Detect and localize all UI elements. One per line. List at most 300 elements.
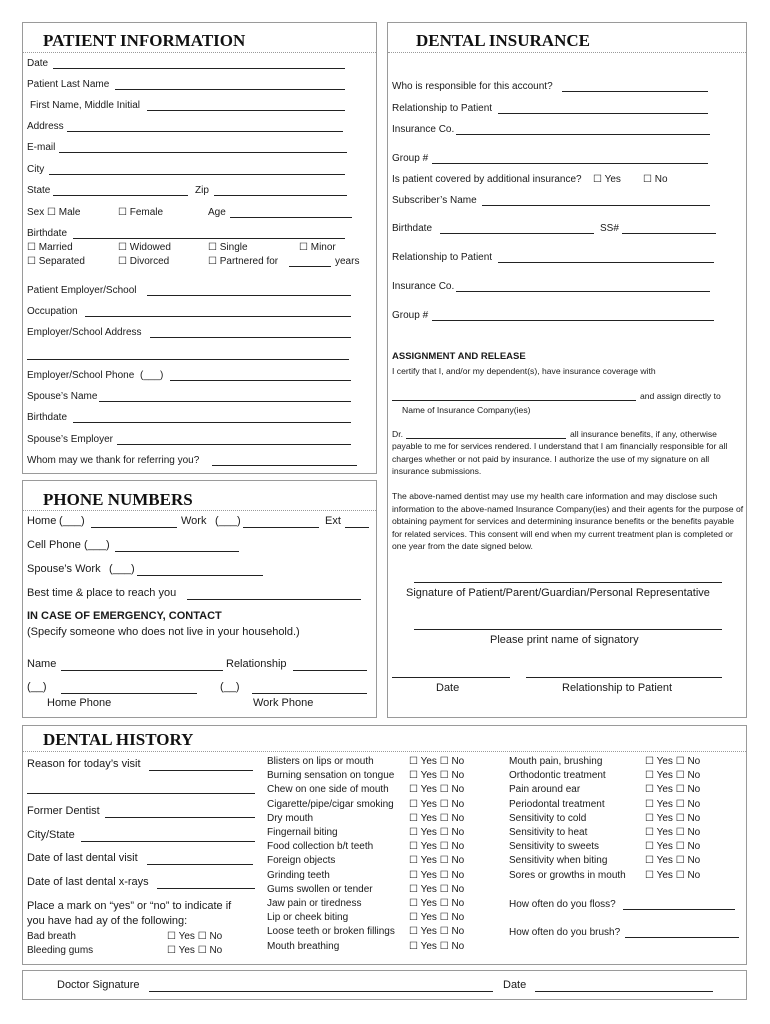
yes-checkbox-icon[interactable]: ☐ <box>645 855 654 867</box>
history-item-label: Periodontal treatment <box>509 798 605 810</box>
employer-phone-label: Employer/School Phone <box>27 370 135 381</box>
no-checkbox-icon[interactable]: ☐ <box>439 841 449 853</box>
age-field[interactable] <box>230 217 352 218</box>
history-item-label: Lip or cheek biting <box>267 912 349 924</box>
years-label: years <box>335 256 360 267</box>
benefits-paragraph: payable to me for services rendered. I understand that I am financially responsible for all charges whether or not paid by insurance. I authorize the use of my signature on all insurance submissions. <box>392 441 728 476</box>
yes-label: Yes <box>656 827 673 838</box>
first-name-field[interactable] <box>147 110 345 111</box>
spouse-employer-label: Spouse’s Employer <box>27 434 113 445</box>
history-item-label: Sensitivity to cold <box>509 812 587 824</box>
cell-phone-field[interactable] <box>115 551 239 552</box>
yes-no-options[interactable] <box>167 931 222 943</box>
yes-no-options[interactable] <box>409 841 464 853</box>
yes-no-options[interactable] <box>409 770 464 782</box>
subscriber-birthdate-field[interactable] <box>440 233 594 234</box>
spouse-work-field[interactable] <box>137 575 263 576</box>
reason-field-2[interactable] <box>27 793 255 794</box>
partnered-years-field[interactable] <box>289 266 331 267</box>
no-label: No <box>687 827 701 838</box>
yes-label: Yes <box>420 770 437 782</box>
address-field[interactable] <box>67 131 343 132</box>
yes-label: Yes <box>656 855 673 867</box>
ext-field[interactable] <box>345 527 369 528</box>
spouse-employer-field[interactable] <box>117 444 351 445</box>
subscriber-label: Subscriber’s Name <box>392 195 477 206</box>
additional-no-checkbox[interactable] <box>643 174 668 186</box>
home-phone-field[interactable] <box>91 527 177 528</box>
partnered-checkbox[interactable] <box>208 256 278 268</box>
phone-numbers-panel <box>22 480 377 718</box>
no-checkbox-icon[interactable]: ☐ <box>675 855 685 867</box>
date-field[interactable] <box>53 68 345 69</box>
no-label: No <box>451 869 465 881</box>
history-item-label: Sensitivity to sweets <box>509 841 600 853</box>
yes-label: Yes <box>656 756 673 767</box>
no-checkbox-icon[interactable]: ☐ <box>675 812 685 824</box>
yes-label: Yes <box>420 756 437 767</box>
checkbox-icon: ☐ <box>118 256 130 267</box>
yes-checkbox-icon[interactable]: ☐ <box>409 883 418 895</box>
yes-checkbox-icon[interactable]: ☐ <box>167 945 176 956</box>
yes-label: Yes <box>420 827 437 838</box>
relationship2-field[interactable] <box>498 262 714 263</box>
employer-address-field-2[interactable] <box>27 359 349 360</box>
yes-checkbox-icon[interactable]: ☐ <box>645 841 654 853</box>
footer-date-label: Date <box>503 979 527 991</box>
history-item-label: Sensitivity when biting <box>509 855 608 867</box>
assign-directly-text: and assign directly to <box>640 391 721 401</box>
no-checkbox-icon[interactable]: ☐ <box>439 912 449 924</box>
email-field[interactable] <box>59 152 347 153</box>
separated-label: Separated <box>38 256 85 267</box>
brush-label: How often do you brush? <box>509 927 621 938</box>
home-phone-caption: Home Phone <box>47 697 112 709</box>
history-item-label: Pain around ear <box>509 784 581 796</box>
checkbox-icon: ☐ <box>208 242 220 253</box>
checkbox-icon: ☐ <box>299 242 311 253</box>
yes-checkbox-icon[interactable]: ☐ <box>409 798 418 810</box>
checkbox-icon: ☐ <box>593 174 605 185</box>
occupation-label: Occupation <box>27 306 78 317</box>
yes-label: Yes <box>604 174 621 185</box>
no-checkbox-icon[interactable]: ☐ <box>439 784 449 796</box>
yes-label: Yes <box>420 812 437 824</box>
no-checkbox-icon[interactable]: ☐ <box>675 841 685 853</box>
yes-checkbox-icon[interactable]: ☐ <box>409 912 418 924</box>
yes-checkbox-icon[interactable]: ☐ <box>645 756 654 767</box>
dental-insurance-title: DENTAL INSURANCE <box>416 31 590 50</box>
yes-checkbox-icon[interactable]: ☐ <box>409 756 418 767</box>
no-checkbox-icon[interactable]: ☐ <box>439 855 449 867</box>
yes-label: Yes <box>420 841 437 853</box>
yes-label: Yes <box>420 883 437 895</box>
insurance-co-field[interactable] <box>456 134 710 135</box>
doctor-signature-panel <box>22 970 747 1000</box>
history-item-label: Blisters on lips or mouth <box>267 756 374 767</box>
history-item-label: Foreign objects <box>267 855 336 867</box>
emergency-work-phone-field[interactable] <box>252 693 367 694</box>
age-label: Age <box>208 207 226 218</box>
no-label: No <box>451 812 465 824</box>
history-item-label: Dry mouth <box>267 812 314 824</box>
history-item-label: Food collection b/t teeth <box>267 841 374 853</box>
widowed-checkbox[interactable] <box>118 242 171 254</box>
cell-area-code[interactable]: (___) <box>84 539 110 551</box>
history-item-label: Bad breath <box>27 931 76 942</box>
no-label: No <box>451 798 465 810</box>
yes-label: Yes <box>656 869 673 881</box>
no-label: No <box>451 784 465 796</box>
history-item-label: Cigarette/pipe/cigar smoking <box>267 798 394 810</box>
responsible-field[interactable] <box>562 91 708 92</box>
group-label: Group # <box>392 153 429 164</box>
yes-no-options[interactable] <box>645 799 700 811</box>
no-label: No <box>451 940 465 952</box>
yes-label: Yes <box>656 798 673 810</box>
yes-no-options[interactable] <box>409 870 464 882</box>
insurance-co-label: Insurance Co. <box>392 124 455 135</box>
floss-field[interactable] <box>623 909 735 910</box>
sex-label: Sex <box>27 207 45 218</box>
last-visit-field[interactable] <box>147 864 253 865</box>
insurance-co2-field[interactable] <box>456 291 710 292</box>
ssn-field[interactable] <box>622 233 716 234</box>
employer-school-field[interactable] <box>147 295 351 296</box>
responsible-label: Who is responsible for this account? <box>392 81 553 92</box>
yes-no-options[interactable] <box>409 813 464 825</box>
no-label: No <box>451 898 465 909</box>
patient-information-panel <box>22 22 377 474</box>
group2-field[interactable] <box>432 320 714 321</box>
yes-no-options[interactable] <box>645 827 700 839</box>
yes-no-options[interactable] <box>645 756 700 768</box>
history-item-label: Grinding teeth <box>267 869 330 881</box>
zip-field[interactable] <box>214 195 347 196</box>
subscriber-field[interactable] <box>482 205 710 206</box>
yes-checkbox-icon[interactable]: ☐ <box>409 855 418 867</box>
no-label: No <box>451 883 465 895</box>
work-area-code[interactable]: (___) <box>215 515 241 527</box>
signature-field[interactable] <box>414 582 722 583</box>
certify-text: I certify that I, and/or my dependent(s), have insurance coverage with <box>392 366 656 376</box>
city-field[interactable] <box>49 174 345 175</box>
no-checkbox-icon[interactable]: ☐ <box>439 812 449 824</box>
checkbox-icon: ☐ <box>27 256 39 267</box>
no-label: No <box>451 827 465 838</box>
no-checkbox-icon[interactable]: ☐ <box>439 756 449 767</box>
minor-checkbox[interactable] <box>299 242 336 254</box>
dr-label: Dr. <box>392 429 403 439</box>
divorced-label: Divorced <box>129 256 170 267</box>
emergency-name-label: Name <box>27 658 57 670</box>
yes-label: Yes <box>656 770 673 782</box>
yes-no-options[interactable] <box>409 855 464 867</box>
no-label: No <box>209 931 223 942</box>
employer-school-label: Patient Employer/School <box>27 285 137 296</box>
spouse-name-field[interactable] <box>99 401 351 402</box>
disclose-paragraph: The above-named dentist may use my health care information and may disclose such information to the above-named Insurance Company(ies) and their agents for the purpose of obtaining payment for services and determining insurance benefits or the benefits payable for related services. This consent will end when my current treatment plan is completed or one year from the date signed below. <box>392 491 744 551</box>
former-dentist-field[interactable] <box>105 817 255 818</box>
home-area-code[interactable]: (___) <box>59 515 85 527</box>
yes-checkbox-icon[interactable]: ☐ <box>409 827 418 838</box>
yes-label: Yes <box>420 926 437 938</box>
yes-no-options[interactable] <box>409 912 464 924</box>
yes-label: Yes <box>420 898 437 909</box>
last-xrays-label: Date of last dental x-rays <box>27 876 149 888</box>
history-item-label: Mouth breathing <box>267 940 340 952</box>
spouse-work-label: Spouse’s Work <box>27 563 101 575</box>
history-item-label: Jaw pain or tiredness <box>267 898 362 909</box>
history-item-label: Sores or growths in mouth <box>509 869 626 881</box>
minor-label: Minor <box>310 242 336 253</box>
group-field[interactable] <box>432 163 708 164</box>
yes-no-options[interactable] <box>409 884 464 896</box>
release-date-field[interactable] <box>392 677 510 678</box>
additional-insurance-label: Is patient covered by additional insurance? <box>392 174 582 185</box>
no-label: No <box>209 945 223 956</box>
work-phone-caption: Work Phone <box>253 697 314 709</box>
referral-label: Whom may we thank for referring you? <box>27 455 200 466</box>
emergency-home-phone-field[interactable] <box>61 693 197 694</box>
employer-address-field[interactable] <box>150 337 351 338</box>
best-time-label: Best time & place to reach you <box>27 587 177 599</box>
yes-no-options[interactable] <box>167 945 222 957</box>
no-label: No <box>451 841 465 853</box>
birthdate-label: Birthdate <box>27 228 68 239</box>
yes-checkbox-icon[interactable]: ☐ <box>409 841 418 853</box>
insurance-co2-label: Insurance Co. <box>392 281 455 292</box>
city-state-field[interactable] <box>81 841 255 842</box>
yes-label: Yes <box>420 869 437 881</box>
no-label: No <box>687 770 701 782</box>
yes-checkbox-icon[interactable]: ☐ <box>645 869 654 881</box>
single-checkbox[interactable] <box>208 242 248 254</box>
employer-phone-area[interactable]: (___) <box>140 370 164 381</box>
yes-label: Yes <box>656 841 673 853</box>
history-item-label: Loose teeth or broken fillings <box>267 926 395 938</box>
yes-checkbox-icon[interactable]: ☐ <box>409 898 418 909</box>
yes-checkbox-icon[interactable]: ☐ <box>645 812 654 824</box>
male-label: Male <box>58 207 81 218</box>
male-checkbox[interactable] <box>47 207 80 219</box>
email-label: E-mail <box>27 142 56 153</box>
yes-checkbox-icon[interactable]: ☐ <box>409 926 418 938</box>
no-label: No <box>654 174 668 185</box>
insurance-company-field[interactable] <box>392 400 636 401</box>
yes-label: Yes <box>178 945 195 956</box>
no-checkbox-icon[interactable]: ☐ <box>439 898 449 909</box>
yes-checkbox-icon[interactable]: ☐ <box>645 770 654 782</box>
release-relationship-field[interactable] <box>526 677 722 678</box>
no-checkbox-icon[interactable]: ☐ <box>439 940 449 952</box>
checkbox-icon: ☐ <box>27 242 39 253</box>
additional-yes-checkbox[interactable] <box>593 174 621 186</box>
yes-no-options[interactable] <box>645 855 700 867</box>
partnered-label: Partnered for <box>219 256 279 267</box>
yes-no-options[interactable] <box>409 827 464 839</box>
emergency-contact-note: (Specify someone who does not live in your household.) <box>27 626 300 638</box>
yes-checkbox-icon[interactable]: ☐ <box>409 869 418 881</box>
no-checkbox-icon[interactable]: ☐ <box>439 798 449 810</box>
yes-label: Yes <box>420 855 437 867</box>
checkbox-icon: ☐ <box>47 207 59 218</box>
yes-no-options[interactable] <box>409 941 464 953</box>
single-label: Single <box>219 242 248 253</box>
doctor-signature-label: Doctor Signature <box>57 979 140 991</box>
occupation-field[interactable] <box>85 316 351 317</box>
yes-checkbox-icon[interactable]: ☐ <box>645 784 654 796</box>
married-checkbox[interactable] <box>27 242 73 254</box>
no-checkbox-icon[interactable]: ☐ <box>439 869 449 881</box>
yes-no-options[interactable] <box>409 926 464 938</box>
yes-no-options[interactable] <box>645 770 700 782</box>
reason-field[interactable] <box>149 770 253 771</box>
yes-checkbox-icon[interactable]: ☐ <box>645 798 654 810</box>
no-checkbox-icon[interactable]: ☐ <box>439 883 449 895</box>
yes-checkbox-icon[interactable]: ☐ <box>409 812 418 824</box>
yes-no-options[interactable] <box>645 813 700 825</box>
last-name-field[interactable] <box>115 89 345 90</box>
yes-no-options[interactable] <box>409 799 464 811</box>
female-label: Female <box>129 207 164 218</box>
cell-phone-label: Cell Phone <box>27 539 81 551</box>
yes-label: Yes <box>656 812 673 824</box>
yes-no-options[interactable] <box>645 841 700 853</box>
yes-no-options[interactable] <box>409 784 464 796</box>
female-checkbox[interactable] <box>118 207 163 219</box>
benefits-text: all insurance benefits, if any, otherwise <box>570 429 717 439</box>
no-checkbox-icon[interactable]: ☐ <box>439 827 449 838</box>
no-label: No <box>451 912 465 924</box>
referral-field[interactable] <box>212 465 357 466</box>
last-xrays-field[interactable] <box>157 888 255 889</box>
brush-field[interactable] <box>625 937 739 938</box>
former-dentist-label: Former Dentist <box>27 805 100 817</box>
history-item-label: Sensitivity to heat <box>509 827 588 838</box>
yes-label: Yes <box>178 931 195 942</box>
dental-history-title: DENTAL HISTORY <box>43 730 194 749</box>
married-label: Married <box>38 242 73 253</box>
state-label: State <box>27 185 51 196</box>
yes-no-options[interactable] <box>645 870 700 882</box>
relationship-field[interactable] <box>498 113 708 114</box>
birthdate-field[interactable] <box>73 238 345 239</box>
yes-checkbox-icon[interactable]: ☐ <box>409 784 418 796</box>
history-item-label: Burning sensation on tongue <box>267 770 395 782</box>
release-date-caption: Date <box>436 682 460 694</box>
footer-date-field[interactable] <box>535 991 713 992</box>
yes-checkbox-icon[interactable]: ☐ <box>409 940 418 952</box>
reason-label: Reason for today’s visit <box>27 758 141 770</box>
zip-label: Zip <box>195 185 209 196</box>
phone-numbers-title: PHONE NUMBERS <box>43 490 193 509</box>
checkbox-icon: ☐ <box>118 242 130 253</box>
yes-no-options[interactable] <box>409 756 464 768</box>
signature-caption: Signature of Patient/Parent/Guardian/Personal Representative <box>406 587 710 599</box>
employer-phone-field[interactable] <box>170 380 351 381</box>
history-item-label: Fingernail biting <box>267 827 338 838</box>
yes-label: Yes <box>420 940 437 952</box>
dr-name-field[interactable] <box>406 438 566 439</box>
yes-checkbox-icon[interactable]: ☐ <box>645 827 654 838</box>
emergency-work-area-code[interactable]: (__) <box>220 681 240 693</box>
print-name-field[interactable] <box>414 629 722 630</box>
doctor-signature-field[interactable] <box>149 991 493 992</box>
city-state-label: City/State <box>27 829 75 841</box>
history-item-label: Chew on one side of mouth <box>267 784 389 796</box>
date-label: Date <box>27 58 49 69</box>
address-label: Address <box>27 121 64 132</box>
ext-label: Ext <box>325 515 341 527</box>
no-checkbox-icon[interactable]: ☐ <box>439 926 449 938</box>
no-checkbox-icon[interactable]: ☐ <box>675 798 685 810</box>
no-checkbox-icon[interactable]: ☐ <box>439 770 449 782</box>
no-checkbox-icon[interactable]: ☐ <box>675 869 685 881</box>
no-label: No <box>451 756 465 767</box>
employer-address-label: Employer/School Address <box>27 327 142 338</box>
no-label: No <box>687 798 701 810</box>
no-checkbox-icon[interactable]: ☐ <box>675 756 685 767</box>
instructions-line-2: you have had ay of the following: <box>27 915 188 927</box>
state-field[interactable] <box>53 195 188 196</box>
no-checkbox-icon[interactable]: ☐ <box>197 945 207 956</box>
yes-no-options[interactable] <box>409 898 464 910</box>
yes-no-options[interactable] <box>645 784 700 796</box>
home-label: Home <box>27 515 57 527</box>
no-label: No <box>451 926 465 938</box>
separated-checkbox[interactable] <box>27 256 85 268</box>
emergency-name-field[interactable] <box>61 670 223 671</box>
divorced-checkbox[interactable] <box>118 256 169 268</box>
no-checkbox-icon[interactable]: ☐ <box>675 770 685 782</box>
floss-label: How often do you floss? <box>509 899 616 910</box>
no-checkbox-icon[interactable]: ☐ <box>675 827 685 838</box>
yes-label: Yes <box>420 784 437 796</box>
relationship-label: Relationship to Patient <box>392 103 493 114</box>
no-label: No <box>451 770 465 782</box>
no-label: No <box>687 756 701 767</box>
no-label: No <box>687 812 701 824</box>
spouse-birthdate-field[interactable] <box>73 422 351 423</box>
no-label: No <box>687 855 701 867</box>
last-name-label: Patient Last Name <box>27 79 110 90</box>
last-visit-label: Date of last dental visit <box>27 852 138 864</box>
yes-checkbox-icon[interactable]: ☐ <box>409 770 418 782</box>
assignment-release-heading: ASSIGNMENT AND RELEASE <box>392 351 526 362</box>
no-checkbox-icon[interactable]: ☐ <box>197 931 207 942</box>
emergency-home-area-code[interactable]: (__) <box>27 681 47 693</box>
work-label: Work <box>181 515 207 527</box>
no-checkbox-icon[interactable]: ☐ <box>675 784 685 796</box>
emergency-relationship-field[interactable] <box>293 670 367 671</box>
spouse-birthdate-label: Birthdate <box>27 412 68 423</box>
ssn-label: SS# <box>600 223 619 234</box>
spouse-work-area-code[interactable]: (___) <box>109 563 135 575</box>
history-item-label: Mouth pain, brushing <box>509 756 603 767</box>
city-label: City <box>27 164 45 175</box>
no-label: No <box>687 869 701 881</box>
no-label: No <box>687 841 701 853</box>
best-time-field[interactable] <box>187 599 361 600</box>
spouse-name-label: Spouse’s Name <box>27 391 98 402</box>
instructions-line-1: Place a mark on “yes” or “no” to indicate if <box>27 900 232 912</box>
work-phone-field[interactable] <box>243 527 319 528</box>
yes-checkbox-icon[interactable]: ☐ <box>167 931 176 942</box>
yes-label: Yes <box>656 784 673 796</box>
history-item-label: Bleeding gums <box>27 945 94 956</box>
no-label: No <box>451 855 465 867</box>
